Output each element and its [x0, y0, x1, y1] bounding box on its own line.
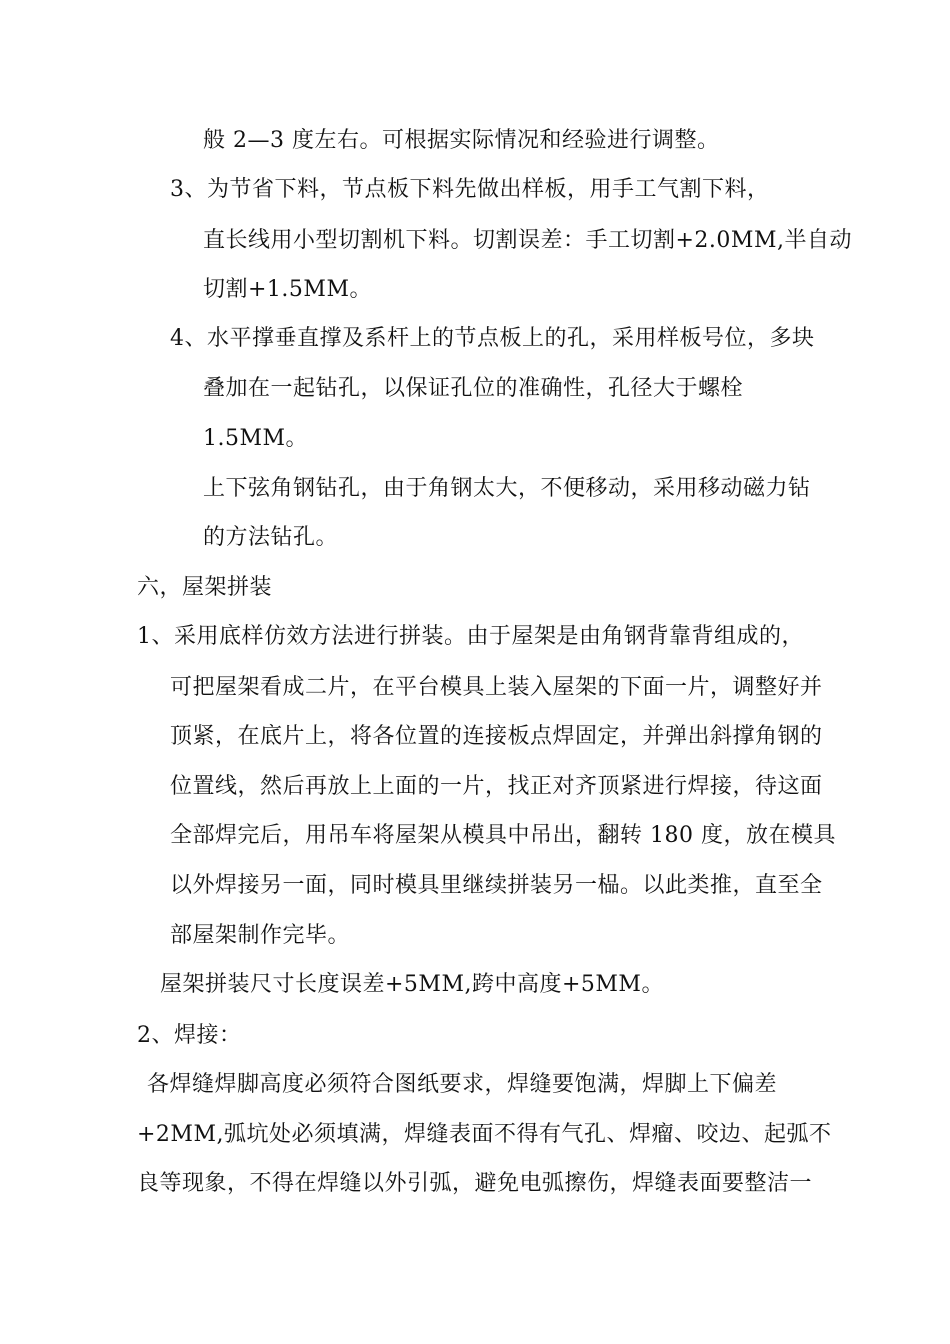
- text-line: 3、为节省下料，节点板下料先做出样板，用手工气割下料，: [170, 177, 770, 202]
- text-line: 位置线，然后再放上上面的一片，找正对齐顶紧进行焊接，待这面: [170, 774, 823, 799]
- text-line: 良等现象，不得在焊缝以外引弧，避免电弧擦伤，焊缝表面要整洁一: [137, 1171, 813, 1196]
- text-line: 般 2—3 度左右。可根据实际情况和经验进行调整。: [203, 128, 720, 153]
- text-line: 的方法钻孔。: [203, 525, 339, 550]
- text-line: 4、水平撑垂直撑及系杆上的节点板上的孔，采用样板号位，多块: [170, 326, 815, 351]
- text-line: 直长线用小型切割机下料。切割误差：手工切割+2.0MM,半自动: [203, 228, 852, 253]
- text-line: 上下弦角钢钻孔，由于角钢太大，不便移动，采用移动磁力钻: [203, 476, 811, 501]
- text-line: 切割+1.5MM。: [203, 277, 372, 302]
- text-line: 各焊缝焊脚高度必须符合图纸要求，焊缝要饱满，焊脚上下偏差: [147, 1072, 778, 1097]
- section-heading: 六，屋架拼装: [137, 575, 273, 600]
- section-heading: 2、焊接：: [137, 1023, 242, 1048]
- text-line: 部屋架制作完毕。: [170, 923, 351, 948]
- text-line: +2MM,弧坑处必须填满，焊缝表面不得有气孔、焊瘤、咬边、起弧不: [137, 1122, 832, 1147]
- text-line: 可把屋架看成二片，在平台模具上装入屋架的下面一片，调整好并: [170, 675, 823, 700]
- text-line: 1.5MM。: [203, 426, 309, 451]
- text-line: 叠加在一起钻孔，以保证孔位的准确性，孔径大于螺栓: [203, 376, 744, 401]
- text-line: 全部焊完后，用吊车将屋架从模具中吊出，翻转 180 度，放在模具: [170, 823, 836, 848]
- text-line: 1、采用底样仿效方法进行拼装。由于屋架是由角钢背靠背组成的，: [137, 624, 804, 649]
- text-line: 屋架拼装尺寸长度误差+5MM,跨中高度+5MM。: [160, 972, 664, 997]
- text-line: 以外焊接另一面，同时模具里继续拼装另一榀。以此类推，直至全: [170, 873, 823, 898]
- text-line: 顶紧，在底片上，将各位置的连接板点焊固定，并弹出斜撑角钢的: [170, 724, 823, 749]
